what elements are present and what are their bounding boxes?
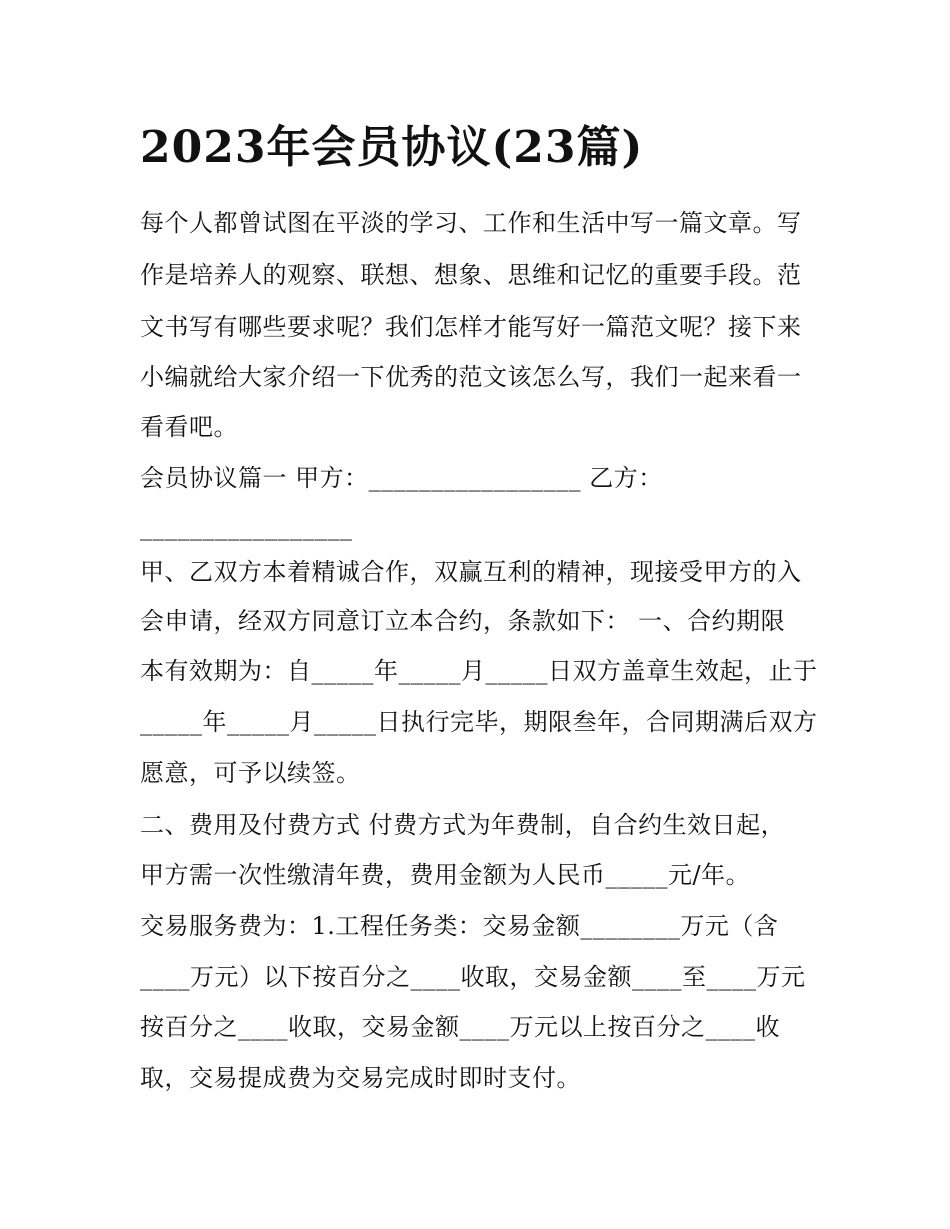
clause-line-1: 甲、乙双方本着精诚合作，双赢互利的精神，现接受甲方的入 (140, 558, 802, 586)
clause-line-3: 本有效期为：自_____年_____月_____日双方盖章生效起，止于 (140, 657, 818, 685)
parties-line-1: 会员协议篇一 甲方：_________________ 乙方： (140, 464, 663, 492)
clause-line-5: 愿意，可予以续签。 (140, 759, 361, 787)
intro-line-2: 作是培养人的观察、联想、想象、思维和记忆的重要手段。范 (140, 261, 802, 289)
fee-line-4: ____万元）以下按百分之____收取，交易金额____至____万元 (140, 963, 806, 991)
fee-line-6: 取，交易提成费为交易完成时即时支付。 (140, 1064, 581, 1092)
intro-line-4: 小编就给大家介绍一下优秀的范文该怎么写，我们一起来看一 (140, 363, 802, 391)
clause-line-4: _____年_____月_____日执行完毕，期限叁年，合同期满后双方 (140, 708, 818, 736)
fee-line-3: 交易服务费为：1.工程任务类：交易金额________万元（含 (140, 912, 779, 940)
clause-line-2: 会申请，经双方同意订立本合约，条款如下： 一、合约期限 (140, 607, 786, 635)
parties-line-2: _________________ (140, 513, 353, 541)
document-title: 2023年会员协议(23篇) (140, 122, 644, 173)
intro-line-5: 看看吧。 (140, 413, 238, 441)
intro-line-1: 每个人都曾试图在平淡的学习、工作和生活中写一篇文章。写 (140, 209, 802, 237)
intro-line-3: 文书写有哪些要求呢？我们怎样才能写好一篇范文呢？接下来 (140, 313, 802, 341)
fee-line-5: 按百分之____收取，交易金额____万元以上按百分之____收 (140, 1013, 780, 1041)
fee-line-1: 二、费用及付费方式 付费方式为年费制，自合约生效日起， (140, 811, 786, 839)
fee-line-2: 甲方需一次性缴清年费，费用金额为人民币_____元/年。 (140, 861, 751, 889)
